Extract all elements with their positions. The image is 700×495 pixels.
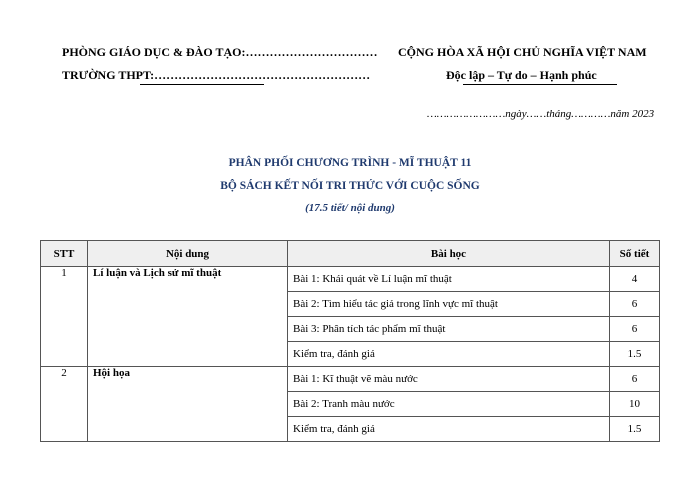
date-line: ……………………ngày……tháng…………năm 2023 <box>427 108 655 120</box>
row-so-tiet: 4 <box>610 267 660 292</box>
department-label: PHÒNG GIÁO DỤC & ĐÀO TẠO:…………………………… <box>62 45 378 59</box>
row-noi-dung: Hội họa <box>88 367 288 442</box>
row-so-tiet: 6 <box>610 317 660 342</box>
table-row <box>41 367 660 392</box>
school-label: TRƯỜNG THPT:……………………………………………… <box>62 68 371 82</box>
doc-subtitle: BỘ SÁCH KẾT NỐI TRI THỨC VỚI CUỘC SỐNG <box>220 180 480 192</box>
motto: Độc lập – Tự do – Hạnh phúc <box>446 68 597 82</box>
table-row <box>41 267 660 292</box>
row-so-tiet: 10 <box>610 392 660 417</box>
row-bai-hoc: Bài 3: Phân tích tác phẩm mĩ thuật <box>288 317 610 342</box>
row-so-tiet: 1.5 <box>610 342 660 367</box>
header-stt: STT <box>41 241 88 267</box>
row-so-tiet: 1.5 <box>610 417 660 442</box>
motto-underline <box>463 84 617 85</box>
doc-note: (17.5 tiết/ nội dung) <box>305 202 395 214</box>
row-bai-hoc: Bài 2: Tranh màu nước <box>288 392 610 417</box>
row-bai-hoc: Bài 1: Kĩ thuật vẽ màu nước <box>288 367 610 392</box>
school-underline <box>140 84 264 85</box>
row-so-tiet: 6 <box>610 292 660 317</box>
row-stt: 2 <box>41 367 88 442</box>
header-so-tiet: Số tiết <box>610 241 660 267</box>
row-bai-hoc: Kiểm tra, đánh giá <box>288 342 610 367</box>
header-noi-dung: Nội dung <box>88 241 288 267</box>
row-noi-dung: Lí luận và Lịch sử mĩ thuật <box>88 267 288 367</box>
row-bai-hoc: Bài 1: Khái quát về Lí luận mĩ thuật <box>288 267 610 292</box>
nation-title: CỘNG HÒA XÃ HỘI CHỦ NGHĨA VIỆT NAM <box>398 45 647 59</box>
table-header-row <box>41 241 660 267</box>
row-so-tiet: 6 <box>610 367 660 392</box>
row-bai-hoc: Kiểm tra, đánh giá <box>288 417 610 442</box>
row-stt: 1 <box>41 267 88 367</box>
program-table <box>40 240 660 442</box>
header-bai-hoc: Bài học <box>288 241 610 267</box>
doc-title: PHÂN PHỐI CHƯƠNG TRÌNH - MĨ THUẬT 11 <box>228 157 472 169</box>
row-bai-hoc: Bài 2: Tìm hiểu tác giả trong lĩnh vực mĩ thuật <box>288 292 610 317</box>
